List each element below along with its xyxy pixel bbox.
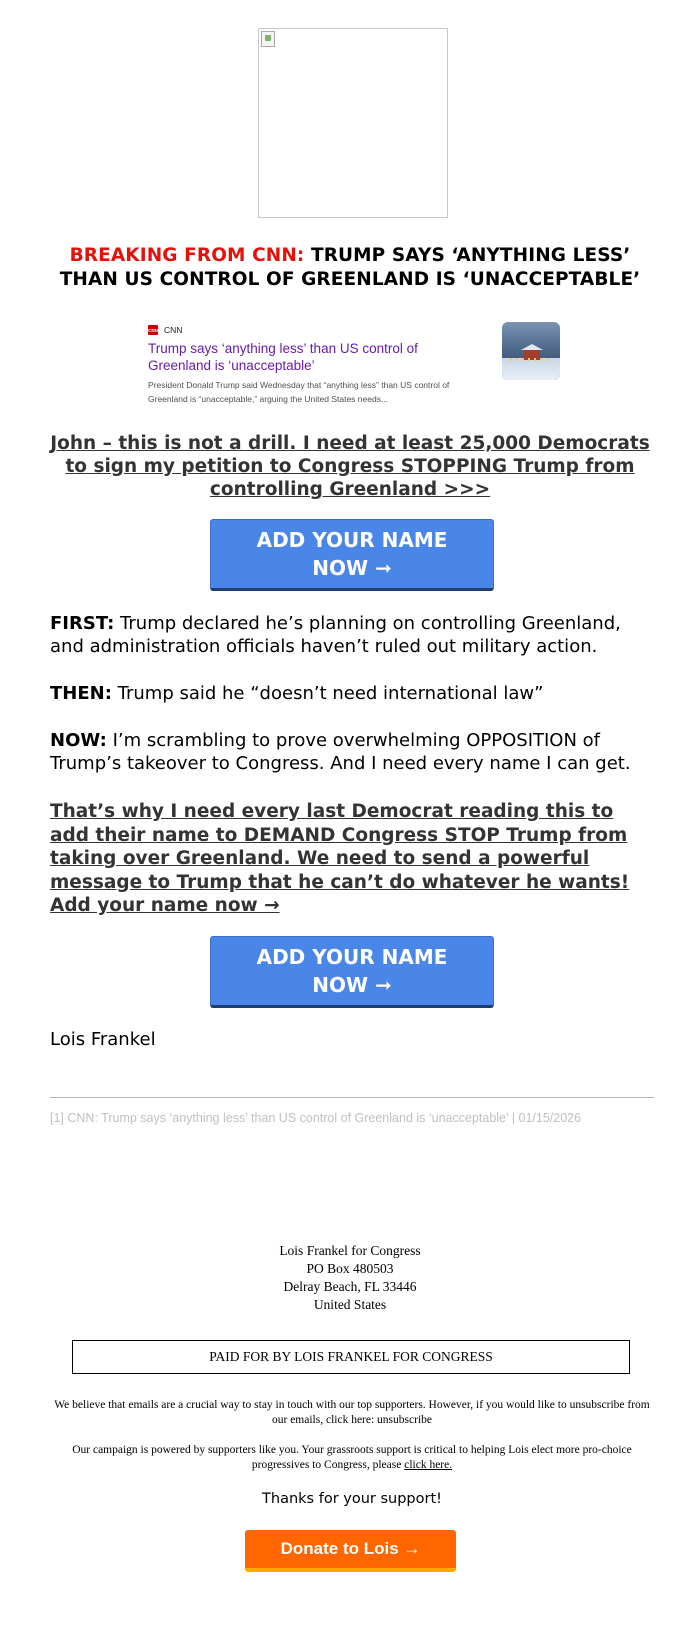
- cta-line-2: NOW ➞: [312, 556, 392, 580]
- paragraph-then-label: THEN:: [50, 683, 112, 704]
- thumbnail-snow: [502, 358, 560, 380]
- campaign-logo-image: [258, 28, 448, 218]
- address-line: Lois Frankel for Congress: [279, 1243, 421, 1258]
- cta-line-1: ADD YOUR NAME: [256, 945, 448, 969]
- paragraph-first: [50, 612, 650, 658]
- unsubscribe-notice[interactable]: We believe that emails are a crucial way to stay in touch with our top supporters. However, if you would like to unsubscribe from our emails, click here: unsubscribe: [54, 1399, 650, 1426]
- headline-text: TRUMP SAYS ‘ANYTHING LESS’ THAN US CONTROL OF GREENLAND IS ‘UNACCEPTABLE’: [59, 245, 641, 290]
- add-your-name-button-2[interactable]: [210, 936, 494, 1008]
- news-title[interactable]: Trump says ‘anything less’ than US control of Greenland is ‘unacceptable’: [148, 341, 418, 373]
- news-card[interactable]: [146, 322, 564, 406]
- footnote: [1] CNN: Trump says ‘anything less’ than US control of Greenland is ‘unacceptable’ | 01/15/2026: [50, 1111, 582, 1125]
- paragraph-now: [50, 729, 650, 775]
- donate-button[interactable]: Donate to Lois →: [245, 1530, 456, 1572]
- support-link[interactable]: click here.: [404, 1459, 453, 1471]
- cta-line-1: ADD YOUR NAME: [256, 528, 448, 552]
- news-source-name: CNN: [164, 325, 183, 335]
- divider: [50, 1097, 654, 1098]
- thanks-text: Thanks for your support!: [262, 1491, 442, 1507]
- paragraph-now-label: NOW:: [50, 730, 107, 751]
- support-text: Our campaign is powered by supporters like you. Your grassroots support is critical to helping Lois elect more pro-choice progressives to Congress, please: [72, 1444, 632, 1471]
- petition-body-link[interactable]: That’s why I need every last Democrat reading this to add their name to DEMAND Congress STOP Trump from taking over Greenland. We need to send a powerful message to Trump that he can’t do whatever he wants! Add your name now →: [50, 801, 630, 916]
- add-your-name-button[interactable]: [210, 519, 494, 591]
- thumbnail-lights: [510, 358, 552, 361]
- address-line: United States: [313, 1297, 387, 1312]
- petition-lead-link[interactable]: John – this is not a drill. I need at least 25,000 Democrats to sign my petition to Congress STOPPING Trump from controlling Greenland >>>: [50, 433, 650, 500]
- paid-for-disclaimer: PAID FOR BY LOIS FRANKEL FOR CONGRESS: [72, 1340, 630, 1374]
- signature: Lois Frankel: [50, 1029, 156, 1050]
- news-snippet: President Donald Trump said Wednesday that “anything less” than US control of Greenland is “unacceptable,” arguing the United States needs...: [148, 380, 450, 404]
- paragraph-then: [50, 682, 650, 705]
- headline: [40, 244, 660, 292]
- cnn-logo-icon: CNN: [148, 325, 158, 335]
- paragraph-now-text: I’m scrambling to prove overwhelming OPPOSITION of Trump’s takeover to Congress. And I need every name I can get.: [50, 730, 631, 774]
- news-thumbnail: [502, 322, 560, 380]
- paragraph-then-text: Trump said he “doesn’t need international law”: [111, 683, 544, 704]
- paragraph-first-label: FIRST:: [50, 613, 115, 634]
- support-notice: [50, 1443, 654, 1473]
- headline-breaking: BREAKING FROM CNN:: [69, 245, 305, 266]
- paragraph-first-text: Trump declared he’s planning on controlling Greenland, and administration officials haven’t ruled out military action.: [50, 613, 621, 657]
- address-line: Delray Beach, FL 33446: [283, 1279, 417, 1294]
- broken-image-icon: [261, 31, 275, 47]
- address-line: PO Box 480503: [306, 1261, 394, 1276]
- mailing-address: [150, 1242, 550, 1314]
- news-source: [148, 324, 182, 336]
- cta-line-2: NOW ➞: [312, 973, 392, 997]
